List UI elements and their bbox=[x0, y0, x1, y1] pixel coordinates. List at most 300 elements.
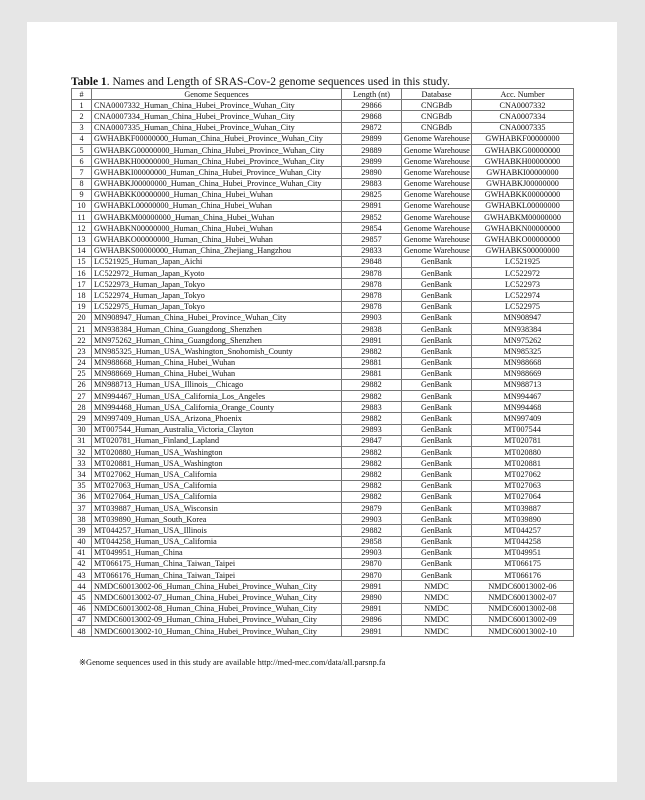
table-row bbox=[72, 234, 574, 245]
sequence-length: 29903 bbox=[342, 547, 402, 558]
header-length: Length (nt) bbox=[342, 89, 402, 100]
database-name: GenBank bbox=[402, 547, 472, 558]
accession-number: MN994467 bbox=[472, 391, 574, 402]
table-row bbox=[72, 301, 574, 312]
accession-number: MT020781 bbox=[472, 435, 574, 446]
sequence-length: 29858 bbox=[342, 536, 402, 547]
accession-number: GWHABKF00000000 bbox=[472, 133, 574, 144]
database-name: Genome Warehouse bbox=[402, 200, 472, 211]
sequence-length: 29833 bbox=[342, 245, 402, 256]
table-row bbox=[72, 312, 574, 323]
row-index: 37 bbox=[72, 502, 92, 513]
row-index: 40 bbox=[72, 536, 92, 547]
table-row bbox=[72, 178, 574, 189]
sequence-length: 29889 bbox=[342, 144, 402, 155]
database-name: CNGBdb bbox=[402, 111, 472, 122]
accession-number: MT027064 bbox=[472, 491, 574, 502]
accession-number: GWHABKK00000000 bbox=[472, 189, 574, 200]
row-index: 10 bbox=[72, 200, 92, 211]
row-index: 35 bbox=[72, 480, 92, 491]
genome-sequence-name: MN988668_Human_China_Hubei_Wuhan bbox=[92, 357, 342, 368]
sequence-length: 29848 bbox=[342, 256, 402, 267]
sequence-length: 29891 bbox=[342, 626, 402, 637]
table-row bbox=[72, 167, 574, 178]
database-name: Genome Warehouse bbox=[402, 178, 472, 189]
genome-sequence-name: NMDC60013002-10_Human_China_Hubei_Province_Wuhan_City bbox=[92, 626, 342, 637]
sequence-length: 29881 bbox=[342, 357, 402, 368]
accession-number: NMDC60013002-10 bbox=[472, 626, 574, 637]
database-name: GenBank bbox=[402, 323, 472, 334]
genome-sequence-name: MT044257_Human_USA_Illinois bbox=[92, 525, 342, 536]
table-row bbox=[72, 402, 574, 413]
database-name: GenBank bbox=[402, 357, 472, 368]
genome-sequence-name: MT020880_Human_USA_Washington bbox=[92, 447, 342, 458]
genome-sequence-name: LC522975_Human_Japan_Tokyo bbox=[92, 301, 342, 312]
row-index: 25 bbox=[72, 368, 92, 379]
sequence-length: 29879 bbox=[342, 502, 402, 513]
database-name: Genome Warehouse bbox=[402, 223, 472, 234]
database-name: GenBank bbox=[402, 514, 472, 525]
sequence-length: 29878 bbox=[342, 279, 402, 290]
table-row bbox=[72, 111, 574, 122]
database-name: GenBank bbox=[402, 570, 472, 581]
sequence-length: 29825 bbox=[342, 189, 402, 200]
genome-sequence-name: MT027062_Human_USA_California bbox=[92, 469, 342, 480]
accession-number: MT027063 bbox=[472, 480, 574, 491]
accession-number: MT039890 bbox=[472, 514, 574, 525]
database-name: GenBank bbox=[402, 346, 472, 357]
accession-number: LC522974 bbox=[472, 290, 574, 301]
sequence-length: 29882 bbox=[342, 391, 402, 402]
sequence-length: 29890 bbox=[342, 592, 402, 603]
database-name: GenBank bbox=[402, 480, 472, 491]
row-index: 46 bbox=[72, 603, 92, 614]
row-index: 7 bbox=[72, 167, 92, 178]
genome-sequence-name: LC522972_Human_Japan_Kyoto bbox=[92, 268, 342, 279]
table-row bbox=[72, 200, 574, 211]
table-row bbox=[72, 626, 574, 637]
table-row bbox=[72, 144, 574, 155]
table-row bbox=[72, 502, 574, 513]
sequence-length: 29852 bbox=[342, 212, 402, 223]
row-index: 42 bbox=[72, 558, 92, 569]
row-index: 8 bbox=[72, 178, 92, 189]
row-index: 15 bbox=[72, 256, 92, 267]
database-name: GenBank bbox=[402, 502, 472, 513]
genome-sequence-name: MT007544_Human_Australia_Victoria_Clayton bbox=[92, 424, 342, 435]
row-index: 29 bbox=[72, 413, 92, 424]
table-caption: . Names and Length of SRAS-Cov-2 genome sequences used in this study. bbox=[106, 76, 450, 88]
table-row bbox=[72, 212, 574, 223]
sequence-length: 29882 bbox=[342, 469, 402, 480]
genome-sequence-name: MN975262_Human_China_Guangdong_Shenzhen bbox=[92, 335, 342, 346]
sequence-length: 29866 bbox=[342, 100, 402, 111]
row-index: 18 bbox=[72, 290, 92, 301]
genome-sequence-name: MN988713_Human_USA_Illinois__Chicago bbox=[92, 379, 342, 390]
database-name: CNGBdb bbox=[402, 100, 472, 111]
table-row bbox=[72, 279, 574, 290]
genome-sequence-name: GWHABKH00000000_Human_China_Hubei_Province_Wuhan_City bbox=[92, 156, 342, 167]
database-name: GenBank bbox=[402, 525, 472, 536]
sequence-length: 29891 bbox=[342, 603, 402, 614]
row-index: 12 bbox=[72, 223, 92, 234]
genome-sequence-name: MN994468_Human_USA_California_Orange_County bbox=[92, 402, 342, 413]
database-name: GenBank bbox=[402, 458, 472, 469]
row-index: 27 bbox=[72, 391, 92, 402]
table-row bbox=[72, 525, 574, 536]
genome-sequence-name: GWHABKG00000000_Human_China_Hubei_Province_Wuhan_City bbox=[92, 144, 342, 155]
accession-number: MT020880 bbox=[472, 447, 574, 458]
table-row bbox=[72, 189, 574, 200]
sequence-length: 29878 bbox=[342, 290, 402, 301]
table-row bbox=[72, 424, 574, 435]
database-name: GenBank bbox=[402, 335, 472, 346]
sequence-length: 29899 bbox=[342, 156, 402, 167]
database-name: GenBank bbox=[402, 536, 472, 547]
row-index: 47 bbox=[72, 614, 92, 625]
accession-number: LC522975 bbox=[472, 301, 574, 312]
accession-number: CNA0007335 bbox=[472, 122, 574, 133]
genome-sequence-name: MN938384_Human_China_Guangdong_Shenzhen bbox=[92, 323, 342, 334]
accession-number: GWHABKI00000000 bbox=[472, 167, 574, 178]
table-row bbox=[72, 480, 574, 491]
row-index: 48 bbox=[72, 626, 92, 637]
row-index: 28 bbox=[72, 402, 92, 413]
sequence-length: 29857 bbox=[342, 234, 402, 245]
row-index: 11 bbox=[72, 212, 92, 223]
table-row bbox=[72, 335, 574, 346]
genome-sequence-name: MN994467_Human_USA_California_Los_Angeles bbox=[92, 391, 342, 402]
database-name: GenBank bbox=[402, 301, 472, 312]
row-index: 24 bbox=[72, 357, 92, 368]
table-row bbox=[72, 268, 574, 279]
accession-number: MN988713 bbox=[472, 379, 574, 390]
genome-sequence-name: MT039890_Human_South_Korea bbox=[92, 514, 342, 525]
database-name: GenBank bbox=[402, 268, 472, 279]
accession-number: GWHABKS00000000 bbox=[472, 245, 574, 256]
row-index: 14 bbox=[72, 245, 92, 256]
genome-sequence-name: GWHABKF00000000_Human_China_Hubei_Province_Wuhan_City bbox=[92, 133, 342, 144]
table-row bbox=[72, 368, 574, 379]
row-index: 13 bbox=[72, 234, 92, 245]
row-index: 41 bbox=[72, 547, 92, 558]
row-index: 38 bbox=[72, 514, 92, 525]
sequence-length: 29847 bbox=[342, 435, 402, 446]
table-row bbox=[72, 547, 574, 558]
table-row bbox=[72, 558, 574, 569]
accession-number: GWHABKL00000000 bbox=[472, 200, 574, 211]
database-name: GenBank bbox=[402, 424, 472, 435]
header-accession: Acc. Number bbox=[472, 89, 574, 100]
accession-number: NMDC60013002-08 bbox=[472, 603, 574, 614]
table-label: Table 1 bbox=[71, 76, 107, 88]
database-name: GenBank bbox=[402, 256, 472, 267]
row-index: 26 bbox=[72, 379, 92, 390]
sequence-length: 29903 bbox=[342, 514, 402, 525]
accession-number: MT027062 bbox=[472, 469, 574, 480]
sequence-length: 29899 bbox=[342, 133, 402, 144]
sequence-length: 29891 bbox=[342, 200, 402, 211]
table-row bbox=[72, 256, 574, 267]
genome-sequence-name: LC521925_Human_Japan_Aichi bbox=[92, 256, 342, 267]
row-index: 32 bbox=[72, 447, 92, 458]
database-name: Genome Warehouse bbox=[402, 133, 472, 144]
database-name: GenBank bbox=[402, 447, 472, 458]
sequence-length: 29903 bbox=[342, 312, 402, 323]
database-name: NMDC bbox=[402, 603, 472, 614]
genome-sequence-name: MN908947_Human_China_Hubei_Province_Wuhan_City bbox=[92, 312, 342, 323]
accession-number: MT007544 bbox=[472, 424, 574, 435]
genome-sequence-name: MN985325_Human_USA_Washington_Snohomish_County bbox=[92, 346, 342, 357]
row-index: 2 bbox=[72, 111, 92, 122]
row-index: 33 bbox=[72, 458, 92, 469]
sequence-length: 29882 bbox=[342, 480, 402, 491]
sequence-length: 29878 bbox=[342, 268, 402, 279]
sequence-length: 29868 bbox=[342, 111, 402, 122]
row-index: 6 bbox=[72, 156, 92, 167]
database-name: NMDC bbox=[402, 592, 472, 603]
accession-number: LC522972 bbox=[472, 268, 574, 279]
row-index: 39 bbox=[72, 525, 92, 536]
row-index: 17 bbox=[72, 279, 92, 290]
accession-number: CNA0007334 bbox=[472, 111, 574, 122]
row-index: 22 bbox=[72, 335, 92, 346]
table-row bbox=[72, 435, 574, 446]
table-row bbox=[72, 603, 574, 614]
genome-sequence-name: MT027063_Human_USA_California bbox=[92, 480, 342, 491]
table-row bbox=[72, 245, 574, 256]
database-name: GenBank bbox=[402, 469, 472, 480]
row-index: 16 bbox=[72, 268, 92, 279]
header-database: Database bbox=[402, 89, 472, 100]
database-name: NMDC bbox=[402, 614, 472, 625]
table-row bbox=[72, 514, 574, 525]
sequence-length: 29854 bbox=[342, 223, 402, 234]
database-name: Genome Warehouse bbox=[402, 167, 472, 178]
genome-sequence-name: MT049951_Human_China bbox=[92, 547, 342, 558]
genome-sequence-name: GWHABKJ00000000_Human_China_Hubei_Province_Wuhan_City bbox=[92, 178, 342, 189]
database-name: Genome Warehouse bbox=[402, 212, 472, 223]
header-genome-sequences: Genome Sequences bbox=[92, 89, 342, 100]
table-row bbox=[72, 156, 574, 167]
row-index: 36 bbox=[72, 491, 92, 502]
database-name: Genome Warehouse bbox=[402, 144, 472, 155]
genome-sequence-name: CNA0007335_Human_China_Hubei_Province_Wuhan_City bbox=[92, 122, 342, 133]
accession-number: MT044258 bbox=[472, 536, 574, 547]
accession-number: NMDC60013002-07 bbox=[472, 592, 574, 603]
sequence-length: 29878 bbox=[342, 301, 402, 312]
genome-sequence-name: MT039887_Human_USA_Wisconsin bbox=[92, 502, 342, 513]
accession-number: MN975262 bbox=[472, 335, 574, 346]
sequence-length: 29882 bbox=[342, 491, 402, 502]
accession-number: MN988668 bbox=[472, 357, 574, 368]
database-name: Genome Warehouse bbox=[402, 189, 472, 200]
footnote: ※Genome sequences used in this study are available http://med-mec.com/data/all.parsnp.fa bbox=[79, 658, 386, 667]
table-row bbox=[72, 391, 574, 402]
row-index: 30 bbox=[72, 424, 92, 435]
row-index: 21 bbox=[72, 323, 92, 334]
table-row bbox=[72, 491, 574, 502]
accession-number: MT039887 bbox=[472, 502, 574, 513]
row-index: 20 bbox=[72, 312, 92, 323]
genome-sequence-name: MT027064_Human_USA_California bbox=[92, 491, 342, 502]
genome-sequence-name: GWHABKS00000000_Human_China_Zhejiang_Hangzhou bbox=[92, 245, 342, 256]
database-name: CNGBdb bbox=[402, 122, 472, 133]
row-index: 45 bbox=[72, 592, 92, 603]
sequence-length: 29870 bbox=[342, 570, 402, 581]
sequence-length: 29838 bbox=[342, 323, 402, 334]
accession-number: MN994468 bbox=[472, 402, 574, 413]
accession-number: NMDC60013002-06 bbox=[472, 581, 574, 592]
database-name: GenBank bbox=[402, 413, 472, 424]
table-row bbox=[72, 469, 574, 480]
database-name: GenBank bbox=[402, 391, 472, 402]
genome-sequence-name: GWHABKN00000000_Human_China_Hubei_Wuhan bbox=[92, 223, 342, 234]
genome-sequence-name: GWHABKI00000000_Human_China_Hubei_Province_Wuhan_City bbox=[92, 167, 342, 178]
accession-number: LC521925 bbox=[472, 256, 574, 267]
sequence-length: 29890 bbox=[342, 167, 402, 178]
genome-sequence-name: CNA0007332_Human_China_Hubei_Province_Wuhan_City bbox=[92, 100, 342, 111]
row-index: 4 bbox=[72, 133, 92, 144]
genome-sequence-table bbox=[71, 88, 574, 637]
genome-sequence-name: MT020881_Human_USA_Washington bbox=[92, 458, 342, 469]
accession-number: GWHABKJ00000000 bbox=[472, 178, 574, 189]
database-name: GenBank bbox=[402, 379, 472, 390]
sequence-length: 29882 bbox=[342, 413, 402, 424]
database-name: GenBank bbox=[402, 290, 472, 301]
table-row bbox=[72, 133, 574, 144]
genome-sequence-name: LC522974_Human_Japan_Tokyo bbox=[92, 290, 342, 301]
accession-number: GWHABKO00000000 bbox=[472, 234, 574, 245]
database-name: GenBank bbox=[402, 368, 472, 379]
row-index: 9 bbox=[72, 189, 92, 200]
table-row bbox=[72, 458, 574, 469]
database-name: GenBank bbox=[402, 312, 472, 323]
database-name: Genome Warehouse bbox=[402, 234, 472, 245]
accession-number: NMDC60013002-09 bbox=[472, 614, 574, 625]
accession-number: MT066176 bbox=[472, 570, 574, 581]
accession-number: CNA0007332 bbox=[472, 100, 574, 111]
row-index: 3 bbox=[72, 122, 92, 133]
accession-number: LC522973 bbox=[472, 279, 574, 290]
accession-number: MT044257 bbox=[472, 525, 574, 536]
table-row bbox=[72, 570, 574, 581]
genome-sequence-name: GWHABKL00000000_Human_China_Hubei_Wuhan bbox=[92, 200, 342, 211]
row-index: 31 bbox=[72, 435, 92, 446]
table-row bbox=[72, 346, 574, 357]
database-name: Genome Warehouse bbox=[402, 245, 472, 256]
sequence-length: 29883 bbox=[342, 402, 402, 413]
genome-sequence-name: LC522973_Human_Japan_Tokyo bbox=[92, 279, 342, 290]
table-row bbox=[72, 357, 574, 368]
database-name: Genome Warehouse bbox=[402, 156, 472, 167]
sequence-length: 29882 bbox=[342, 447, 402, 458]
table-row bbox=[72, 223, 574, 234]
row-index: 1 bbox=[72, 100, 92, 111]
table-row bbox=[72, 290, 574, 301]
accession-number: GWHABKG00000000 bbox=[472, 144, 574, 155]
database-name: NMDC bbox=[402, 626, 472, 637]
genome-sequence-name: GWHABKM00000000_Human_China_Hubei_Wuhan bbox=[92, 212, 342, 223]
row-index: 19 bbox=[72, 301, 92, 312]
sequence-length: 29882 bbox=[342, 346, 402, 357]
sequence-length: 29872 bbox=[342, 122, 402, 133]
table-header-row bbox=[72, 89, 574, 100]
table-row bbox=[72, 379, 574, 390]
genome-sequence-name: MT044258_Human_USA_California bbox=[92, 536, 342, 547]
accession-number: GWHABKM00000000 bbox=[472, 212, 574, 223]
accession-number: GWHABKH00000000 bbox=[472, 156, 574, 167]
sequence-length: 29891 bbox=[342, 335, 402, 346]
table-row bbox=[72, 413, 574, 424]
table-row bbox=[72, 536, 574, 547]
database-name: GenBank bbox=[402, 402, 472, 413]
table-row bbox=[72, 100, 574, 111]
table-row bbox=[72, 122, 574, 133]
genome-sequence-name: GWHABKO00000000_Human_China_Hubei_Wuhan bbox=[92, 234, 342, 245]
accession-number: MN938384 bbox=[472, 323, 574, 334]
row-index: 34 bbox=[72, 469, 92, 480]
table-body bbox=[72, 100, 574, 637]
genome-sequence-name: MN988669_Human_China_Hubei_Wuhan bbox=[92, 368, 342, 379]
accession-number: MT066175 bbox=[472, 558, 574, 569]
row-index: 44 bbox=[72, 581, 92, 592]
sequence-length: 29896 bbox=[342, 614, 402, 625]
sequence-length: 29882 bbox=[342, 458, 402, 469]
table-row bbox=[72, 581, 574, 592]
table-row bbox=[72, 323, 574, 334]
genome-sequence-name: GWHABKK00000000_Human_China_Hubei_Wuhan bbox=[92, 189, 342, 200]
database-name: GenBank bbox=[402, 491, 472, 502]
database-name: GenBank bbox=[402, 558, 472, 569]
database-name: GenBank bbox=[402, 435, 472, 446]
genome-sequence-name: NMDC60013002-06_Human_China_Hubei_Province_Wuhan_City bbox=[92, 581, 342, 592]
accession-number: MT049951 bbox=[472, 547, 574, 558]
database-name: GenBank bbox=[402, 279, 472, 290]
accession-number: MN997409 bbox=[472, 413, 574, 424]
database-name: NMDC bbox=[402, 581, 472, 592]
table-title bbox=[71, 75, 450, 89]
table-row bbox=[72, 614, 574, 625]
genome-sequence-name: MT020781_Human_Finland_Lapland bbox=[92, 435, 342, 446]
accession-number: GWHABKN00000000 bbox=[472, 223, 574, 234]
table-row bbox=[72, 447, 574, 458]
genome-sequence-name: NMDC60013002-08_Human_China_Hubei_Province_Wuhan_City bbox=[92, 603, 342, 614]
sequence-length: 29883 bbox=[342, 178, 402, 189]
genome-sequence-name: MT066176_Human_China_Taiwan_Taipei bbox=[92, 570, 342, 581]
accession-number: MN908947 bbox=[472, 312, 574, 323]
document-page bbox=[27, 22, 617, 782]
row-index: 5 bbox=[72, 144, 92, 155]
genome-sequence-name: NMDC60013002-09_Human_China_Hubei_Province_Wuhan_City bbox=[92, 614, 342, 625]
row-index: 23 bbox=[72, 346, 92, 357]
sequence-length: 29881 bbox=[342, 368, 402, 379]
sequence-length: 29870 bbox=[342, 558, 402, 569]
row-index: 43 bbox=[72, 570, 92, 581]
accession-number: MN988669 bbox=[472, 368, 574, 379]
genome-sequence-name: MN997409_Human_USA_Arizona_Phoenix bbox=[92, 413, 342, 424]
sequence-length: 29882 bbox=[342, 525, 402, 536]
sequence-length: 29893 bbox=[342, 424, 402, 435]
sequence-length: 29891 bbox=[342, 581, 402, 592]
header-index: # bbox=[72, 89, 92, 100]
table-row bbox=[72, 592, 574, 603]
accession-number: MN985325 bbox=[472, 346, 574, 357]
genome-sequence-name: MT066175_Human_China_Taiwan_Taipei bbox=[92, 558, 342, 569]
sequence-length: 29882 bbox=[342, 379, 402, 390]
genome-sequence-name: NMDC60013002-07_Human_China_Hubei_Province_Wuhan_City bbox=[92, 592, 342, 603]
accession-number: MT020881 bbox=[472, 458, 574, 469]
